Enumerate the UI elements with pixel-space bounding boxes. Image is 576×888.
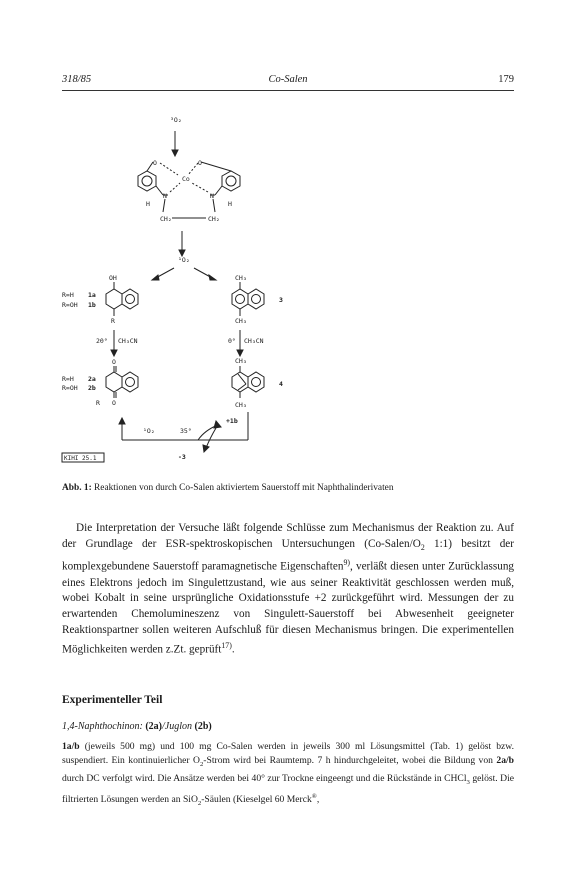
label-1a-substituent: R=H — [62, 291, 74, 299]
discussion-paragraph — [62, 521, 514, 658]
loop-minus-3: -3 — [178, 453, 186, 461]
body-text-2: 1:1) besitzt der komplexgebundene Sauerstoff paramagnetische Eigenschaften — [62, 537, 514, 574]
exp-compound-2ab: 2a/b — [496, 754, 514, 766]
endoperoxide-ch3-top: CH₃ — [235, 357, 247, 365]
condition-right-solvent: CH₃CN — [244, 337, 264, 345]
exp-sub-4: 2 — [197, 799, 202, 807]
dimethylnaphthalene-ch3-top: CH₃ — [235, 274, 247, 282]
label-1a-number: 1a — [88, 291, 96, 299]
cosalen-ch2-right: CH₂ — [208, 215, 220, 223]
body-text-4: . — [231, 643, 235, 656]
cosalen-o-right: O — [198, 159, 202, 167]
compound-4-label: 4 — [279, 380, 283, 388]
body-text-1: Die Interpretation der Versuche läßt folgende Schlüsse zum Mechanismus der Reaktion zu. Auf der Grundlage der ESR-spektroskopischen Untersuchungen (Co-Salen/O — [62, 522, 514, 550]
running-title: Co-Salen — [268, 74, 308, 85]
cosalen-n-left: N — [163, 192, 167, 200]
compound-3-label: 3 — [279, 296, 283, 304]
body-text-3: , verläßt diesen unter Zurücklassung eines Elektrons jedoch im Singulettzustand, wie aus seiner Reaktivität geschlossen werden muß, wobei Kobalt in seine ursprüngliche Oxidationsstufe +2 zurückgeführt wird. Messungen der zu erwartenden Chemolumineszenz von Singulett-Sauerstoff bei Abwesenheit geeigneter Reaktionspartner sollen weiteren Aufschluß für diesen Mechanismus bringen. Die experimentellen Möglichkeiten werden z.Zt. geprüft — [62, 561, 515, 656]
label-1b-substituent: R=OH — [62, 301, 78, 309]
exp-sub-3: 3 — [466, 778, 470, 786]
cosalen-co: Co — [182, 175, 190, 183]
quinone-o-bottom: O — [112, 399, 116, 407]
reference-9: 9) — [343, 558, 350, 568]
cosalen-ch2-left: CH₂ — [160, 215, 172, 223]
subsection-compound-2a: (2a) — [145, 721, 162, 732]
reference-17: 17) — [221, 641, 232, 651]
dimethylnaphthalene-ch3-bottom: CH₃ — [235, 317, 247, 325]
label-2a-number: 2a — [88, 375, 96, 383]
figure-id: KIHI 25.1 — [64, 455, 97, 462]
exp-text-1: (jeweils 500 mg) und 100 mg Co-Salen werden in jeweils 300 ml Lösungsmittel (Tab. 1) gelöst bzw. suspendiert. Ein kontinuierlicher O — [62, 741, 514, 766]
endoperoxide-ch3-bottom: CH₃ — [235, 401, 247, 409]
exp-text-3: durch DC verfolgt wird. Die Ansätze werden bei 40° zur Trockne eingeengt und die Rückstände in CHCl — [62, 772, 467, 784]
quinone-o-top: O — [112, 358, 116, 366]
subsection-heading — [62, 721, 212, 732]
naphthol-r: R — [111, 317, 115, 325]
loop-reagent: ¹O₂ — [143, 427, 155, 435]
exp-text-2: -Strom wird bei Raumtemp. 7 h hindurchgeleitet, wobei die Bildung von — [203, 754, 497, 766]
reaction-scheme — [0, 100, 576, 480]
reagent-singlet-oxygen: ¹O₂ — [178, 256, 190, 264]
exp-compound-1ab: 1a/b — [62, 741, 80, 752]
condition-left-temp: 20° — [96, 337, 108, 345]
exp-sub-1: 2 — [199, 760, 204, 768]
header-rule — [62, 90, 514, 91]
cosalen-o-left: O — [153, 159, 157, 167]
cosalen-h-right: H — [228, 200, 232, 208]
body-sub-1: 2 — [420, 542, 425, 552]
reagent-triplet-oxygen: ³O₂ — [170, 116, 182, 124]
journal-reference: 318/85 — [62, 74, 92, 85]
condition-right-temp: 0° — [228, 337, 236, 345]
exp-registered-mark: ® — [311, 792, 317, 800]
loop-temperature: 35° — [180, 427, 192, 435]
section-heading: Experimenteller Teil — [62, 694, 163, 706]
quinone-r: R — [96, 399, 100, 407]
cosalen-h-left: H — [146, 200, 150, 208]
condition-left-solvent: CH₃CN — [118, 337, 138, 345]
exp-text-6: , — [316, 793, 320, 805]
loop-add-1b: +1b — [226, 417, 238, 425]
label-1b-number: 1b — [88, 301, 96, 309]
caption-text: Reaktionen von durch Co-Salen aktiviertem Sauerstoff mit Naphthalinderivaten — [91, 483, 394, 493]
experimental-paragraph — [62, 740, 514, 811]
figure-caption — [62, 483, 514, 493]
caption-label: Abb. 1: — [62, 483, 92, 493]
exp-text-4: gelöst. Die filtrierten Lösungen werden an SiO — [62, 772, 514, 805]
label-2b-number: 2b — [88, 384, 96, 392]
page-number: 179 — [498, 74, 514, 85]
label-2b-substituent: R=OH — [62, 384, 78, 392]
subsection-compound-2b: (2b) — [194, 721, 212, 732]
naphthol-oh: OH — [109, 274, 117, 282]
running-header — [62, 74, 514, 88]
label-2a-substituent: R=H — [62, 375, 74, 383]
subsection-part-1: 1,4-Naphthochinon: — [62, 721, 143, 732]
cosalen-n-right: N — [210, 192, 214, 200]
exp-text-5: -Säulen (Kieselgel 60 Merck — [201, 793, 312, 805]
subsection-part-2: /Juglon — [162, 721, 192, 732]
